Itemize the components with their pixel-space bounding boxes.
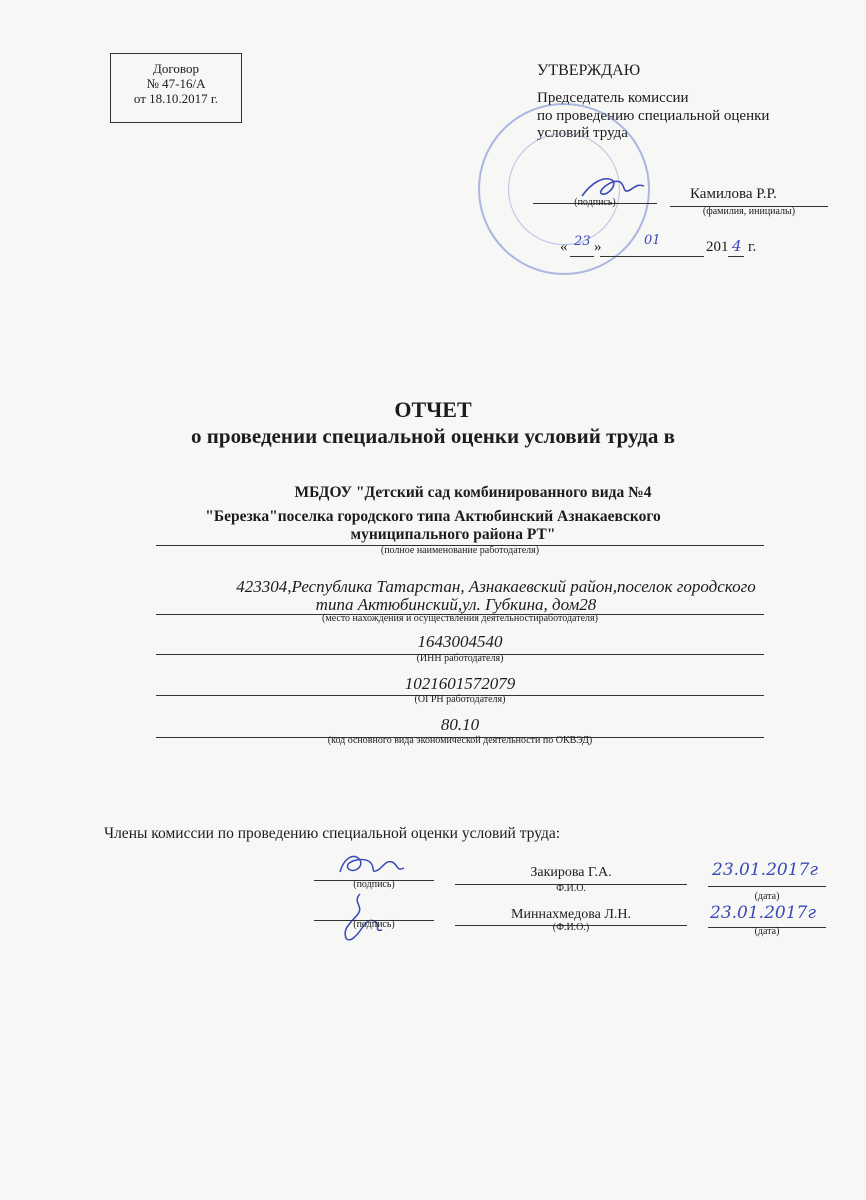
contract-date: от 18.10.2017 г.: [133, 91, 219, 106]
chairman-signature-caption: (подпись): [574, 197, 616, 208]
member1-name: Закирова Г.А.: [530, 865, 612, 880]
member1-name-caption: Ф.И.О.: [556, 883, 586, 894]
date-year-digit: 4: [732, 237, 742, 255]
member1-signature-caption: (подпись): [353, 879, 395, 890]
date-month-line: [600, 256, 704, 257]
date-open-quote: «: [560, 239, 568, 255]
approval-role-line3: условий труда: [537, 125, 628, 141]
employer-address-caption: (место нахождения и осуществления деятельностиработодателя): [322, 613, 598, 624]
report-title: ОТЧЕТ: [394, 397, 472, 422]
approval-role-line2: по проведению специальной оценки: [537, 107, 770, 124]
employer-name-line1: МБДОУ "Детский сад комбинированного вида №4: [294, 484, 652, 501]
member2-signature-caption: (подпись): [353, 919, 395, 930]
date-year-prefix: 201: [706, 239, 729, 255]
commission-heading: Члены комиссии по проведению специальной оценки условий труда:: [104, 825, 561, 842]
employer-ogrn: 1021601572079: [404, 674, 516, 693]
member1-signature-icon: [334, 848, 414, 882]
contract-box: [110, 53, 242, 123]
contract-label: Договор: [153, 61, 199, 76]
date-month: 01: [644, 233, 661, 248]
employer-inn: 1643004540: [417, 632, 503, 651]
employer-address-line1: 423304,Республика Татарстан, Азнакаевский район,поселок городского: [236, 577, 756, 596]
member2-date-caption: (дата): [754, 926, 780, 937]
member1-date-caption: (дата): [754, 891, 780, 902]
employer-name-caption: (полное наименование работодателя): [380, 545, 540, 556]
report-subtitle: о проведении специальной оценки условий труда в: [191, 424, 675, 448]
chairman-name-caption: (фамилия, инициалы): [702, 206, 796, 217]
chairman-name: Камилова Р.Р.: [690, 186, 777, 202]
employer-okved-caption: (код основного вида экономической деятельности по ОКВЭД): [327, 735, 593, 746]
date-day: 23: [574, 234, 591, 249]
employer-okved: 80.10: [440, 715, 480, 734]
member1-date: 23.01.2017г: [712, 860, 818, 880]
member2-name-caption: (Ф.И.О.): [552, 922, 590, 933]
date-day-line: [570, 256, 594, 257]
date-close-quote: »: [594, 239, 602, 255]
date-year-line: [728, 256, 744, 257]
employer-inn-caption: (ИНН работодателя): [416, 653, 504, 664]
member2-name: Миннахмедова Л.Н.: [511, 907, 631, 922]
approval-heading: УТВЕРЖДАЮ: [537, 62, 641, 79]
employer-address-line2: типа Актюбинский,ул. Губкина, дом28: [315, 595, 597, 614]
member2-signature-icon: [330, 888, 390, 948]
employer-name-line2: "Березка"поселка городского типа Актюбинский Азнакаевского: [205, 508, 661, 525]
member1-date-line: [708, 886, 826, 887]
approval-role-line1: Председатель комиссии: [537, 90, 689, 106]
date-year-suffix: г.: [748, 239, 757, 255]
member2-date: 23.01.2017г: [710, 903, 816, 923]
employer-ogrn-caption: (ОГРН работодателя): [414, 694, 506, 705]
employer-name-line3: муниципального района РТ": [350, 526, 556, 543]
contract-number: № 47-16/А: [146, 76, 206, 91]
